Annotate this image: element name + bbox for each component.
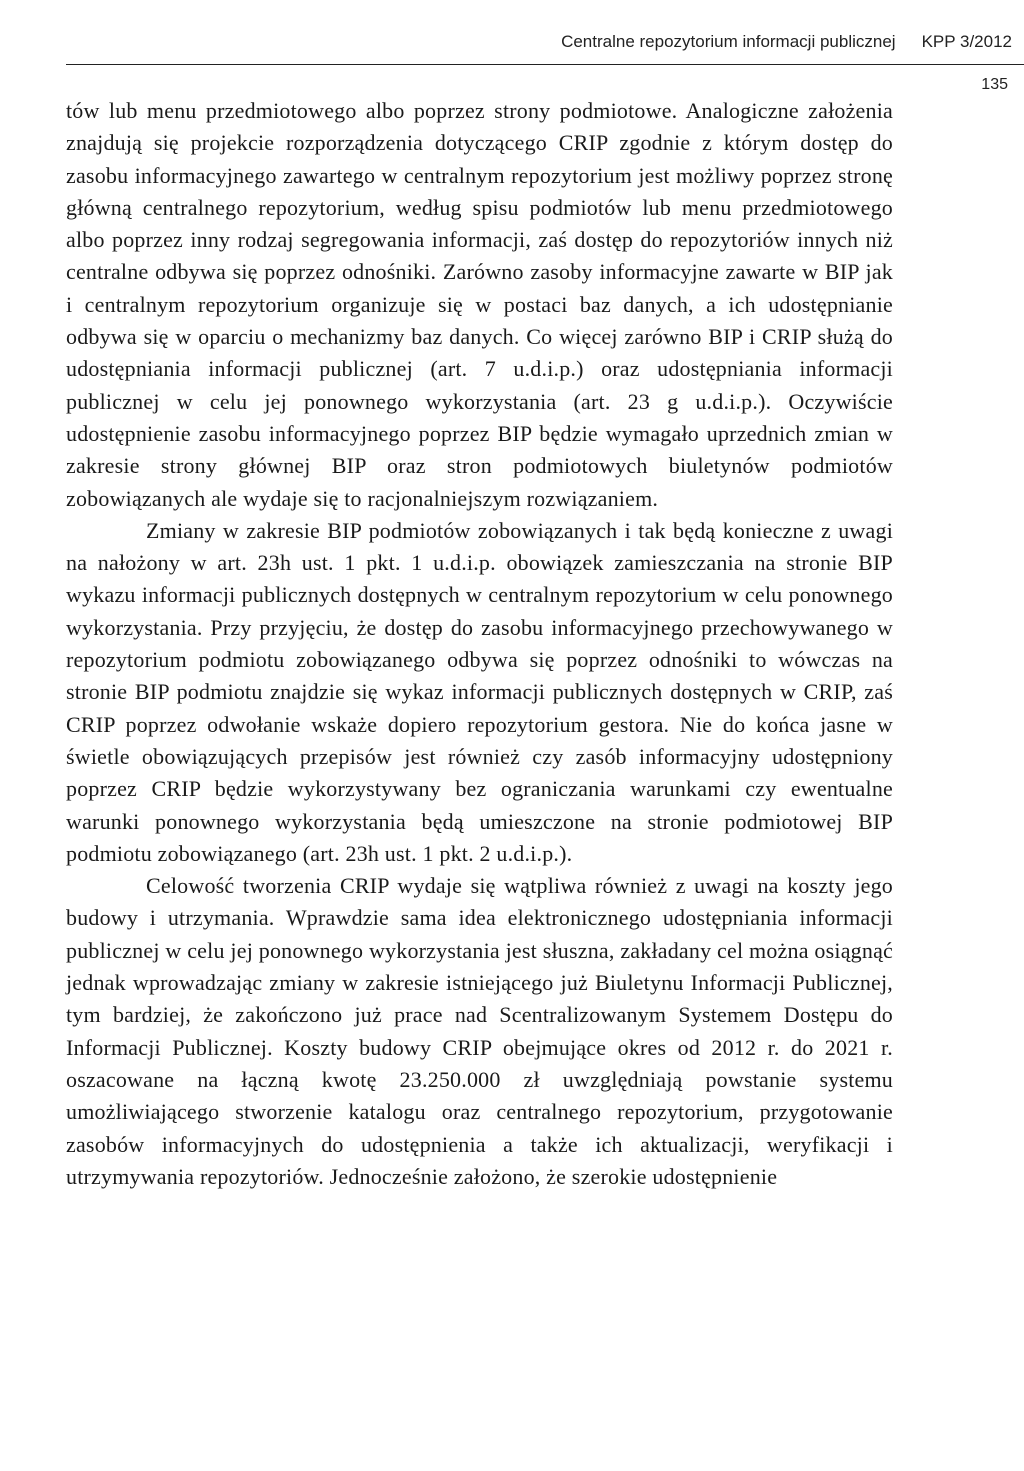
paragraph: tów lub menu przedmiotowego albo poprzez strony podmiotowe. Analogiczne założenia znajdują się projekcie rozporządzenia dotyczącego CRIP zgodnie z którym dostęp do zasobu informacyjnego zawartego w centralnym repozytorium jest możliwy poprzez stronę główną centralnego repozytorium, według spisu podmiotów lub menu przedmiotowego albo poprzez inny rodzaj segregowania informacji, zaś dostęp do repozytoriów innych niż centralne odbywa się poprzez odnośniki. Zarówno zasoby informacyjne zawarte w BIP jak i centralnym repozytorium organizuje się w postaci baz danych, a ich udostępnianie odbywa się w oparciu o mechanizmy baz danych. Co więcej zarówno BIP i CRIP służą do udostępniania informacji publicznej (art. 7 u.d.i.p.) oraz udostępniania informacji publicznej w celu jej ponownego wykorzystania (art. 23 g u.d.i.p.). Oczywiście udostępnienie zasobu informacyjnego poprzez BIP będzie wymagało uprzednich zmian w zakresie strony głównej BIP oraz stron podmiotowych biuletynów podmiotów zobowiązanych ale wydaje się to racjonalniejszym rozwiązaniem. (66, 98, 893, 511)
page-number: 135 (981, 76, 1008, 93)
journal-issue: KPP 3/2012 (921, 32, 1012, 51)
running-header (561, 32, 1012, 52)
body-text (66, 95, 893, 1193)
paragraph: Celowość tworzenia CRIP wydaje się wątpliwa również z uwagi na koszty jego budowy i utrzymania. Wprawdzie sama idea elektronicznego udostępniania informacji publicznej w celu jej ponownego wykorzystania jest słuszna, zakładany cel można osiągnąć jednak wprowadzając zmiany w zakresie istniejącego już Biuletynu Informacji Publicznej, tym bardziej, że zakończono już prace nad Scentralizowanym Systemem Dostępu do Informacji Publicznej. Koszty budowy CRIP obejmujące okres od 2012 r. do 2021 r. oszacowane na łączną kwotę 23.250.000 zł uwzględniają powstanie systemu umożliwiającego stworzenie katalogu oraz centralnego repozytorium, przygotowanie zasobów informacyjnych do udostępnienia a także ich aktualizacji, weryfikacji i utrzymywania repozytoriów. Jednocześnie założono, że szerokie udostępnienie (66, 873, 893, 1189)
paragraph: Zmiany w zakresie BIP podmiotów zobowiązanych i tak będą konieczne z uwagi na nałożony w art. 23h ust. 1 pkt. 1 u.d.i.p. obowiązek zamieszczania na stronie BIP wykazu informacji publicznych dostępnych w centralnym repozytorium w celu ponownego wykorzystania. Przy przyjęciu, że dostęp do zasobu informacyjnego przechowywanego w repozytorium podmiotu zobowiązanego odbywa się poprzez odnośniki to wówczas na stronie BIP podmiotu znajdzie się wykaz informacji publicznych dostępnych w CRIP, zaś CRIP poprzez odwołanie wskaże dopiero repozytorium gestora. Nie do końca jasne w świetle obowiązujących przepisów jest również czy zasób informacyjny udostępniony poprzez CRIP będzie wykorzystywany bez ograniczania warunkami czy ewentualne warunki ponownego wykorzystania będą umieszczone na stronie podmiotowej BIP podmiotu zobowiązanego (art. 23h ust. 1 pkt. 2 u.d.i.p.). (66, 517, 893, 866)
running-title: Centralne repozytorium informacji publicznej (561, 32, 896, 51)
header-rule (66, 64, 1024, 65)
